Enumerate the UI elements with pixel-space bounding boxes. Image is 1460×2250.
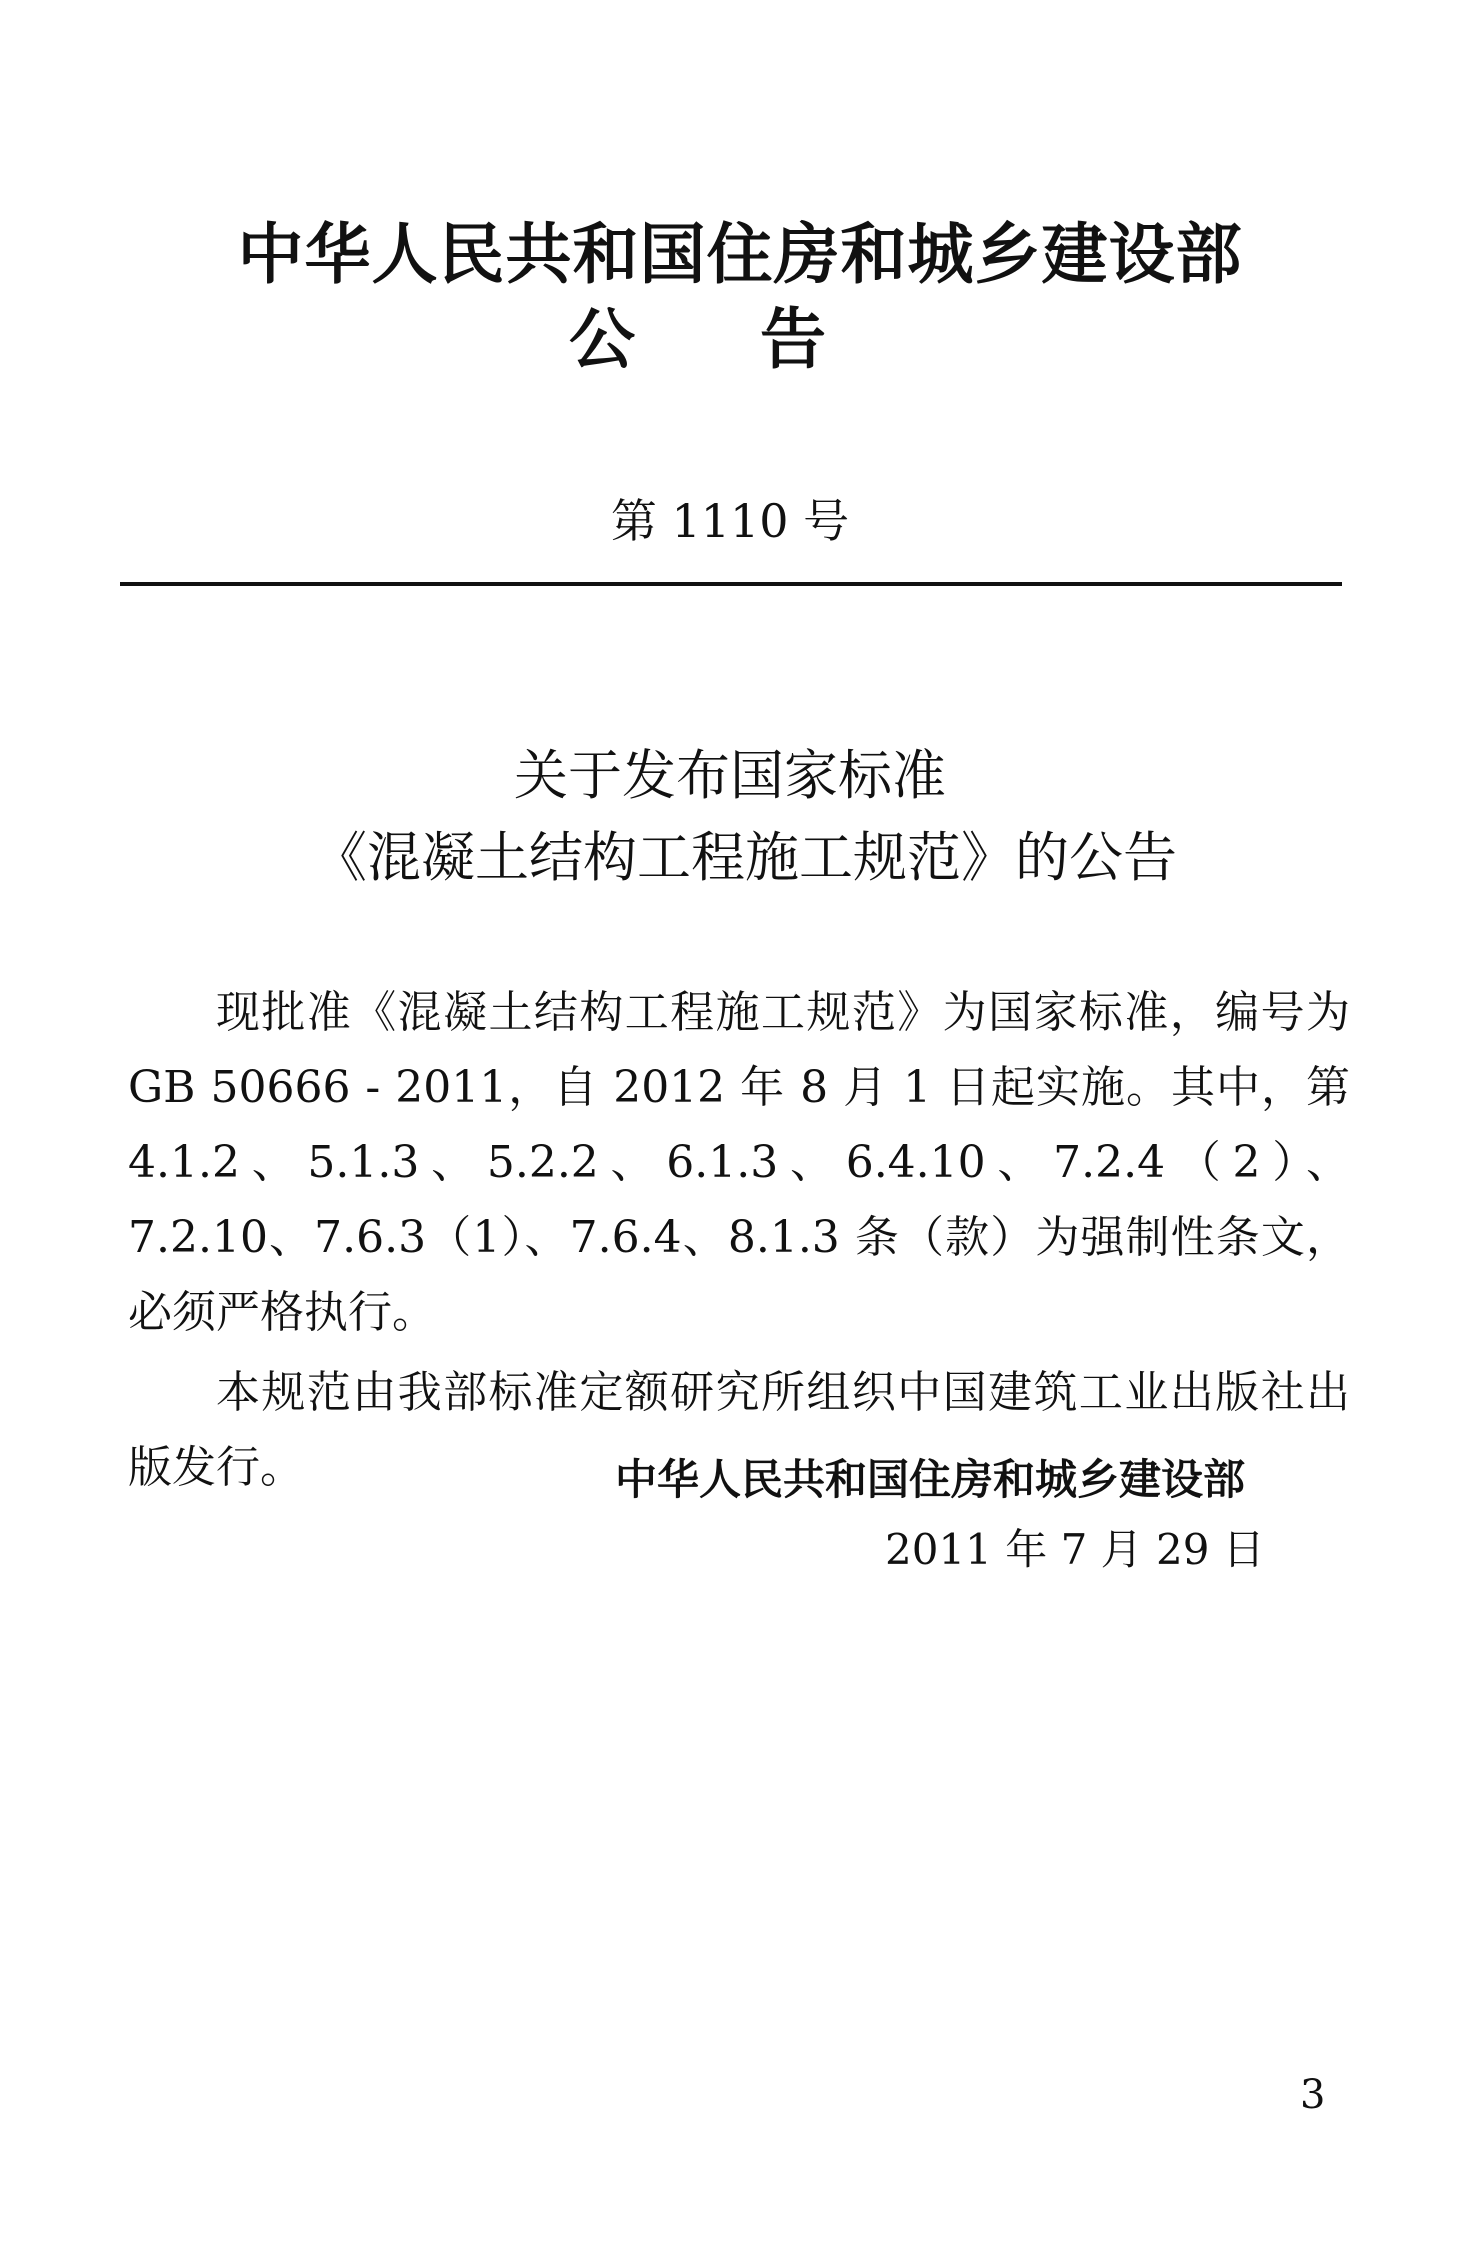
signature-date: 2011 年 7 月 29 日 [885,1525,1265,1574]
body-paragraph-1: 现批准《混凝土结构工程施工规范》为国家标准，编号为 GB 50666 - 2011，自 2012 年 8 月 1 日起实施。其中，第 4.1.2、5.1.3、5.2.2、6.1.3、6.4.10、7.2.4（2）、7.2.10、7.6.3（1）、7.6.4、8.1.3 条（款）为强制性条文，必须严格执行。 [128,987,1350,1338]
body-paragraph-2: 本规范由我部标准定额研究所组织中国建筑工业出版社出版发行。 [128,1367,1350,1493]
notice-title-line-2: 《混凝土结构工程施工规范》的公告 [313,826,1177,889]
bulletin-label: 公告 [569,301,951,378]
ministry-title: 中华人民共和国住房和城乡建设部 [237,216,1243,293]
header-divider [120,582,1342,586]
signature-block [615,1445,1335,1585]
signature-organization: 中华人民共和国住房和城乡建设部 [615,1455,1246,1504]
notice-title-line-1: 关于发布国家标准 [514,744,946,807]
page-number: 3 [1300,2072,1326,2118]
notice-title [0,735,1460,899]
notice-body [128,975,1350,1510]
issue-number: 第 1110 号 [610,494,850,548]
